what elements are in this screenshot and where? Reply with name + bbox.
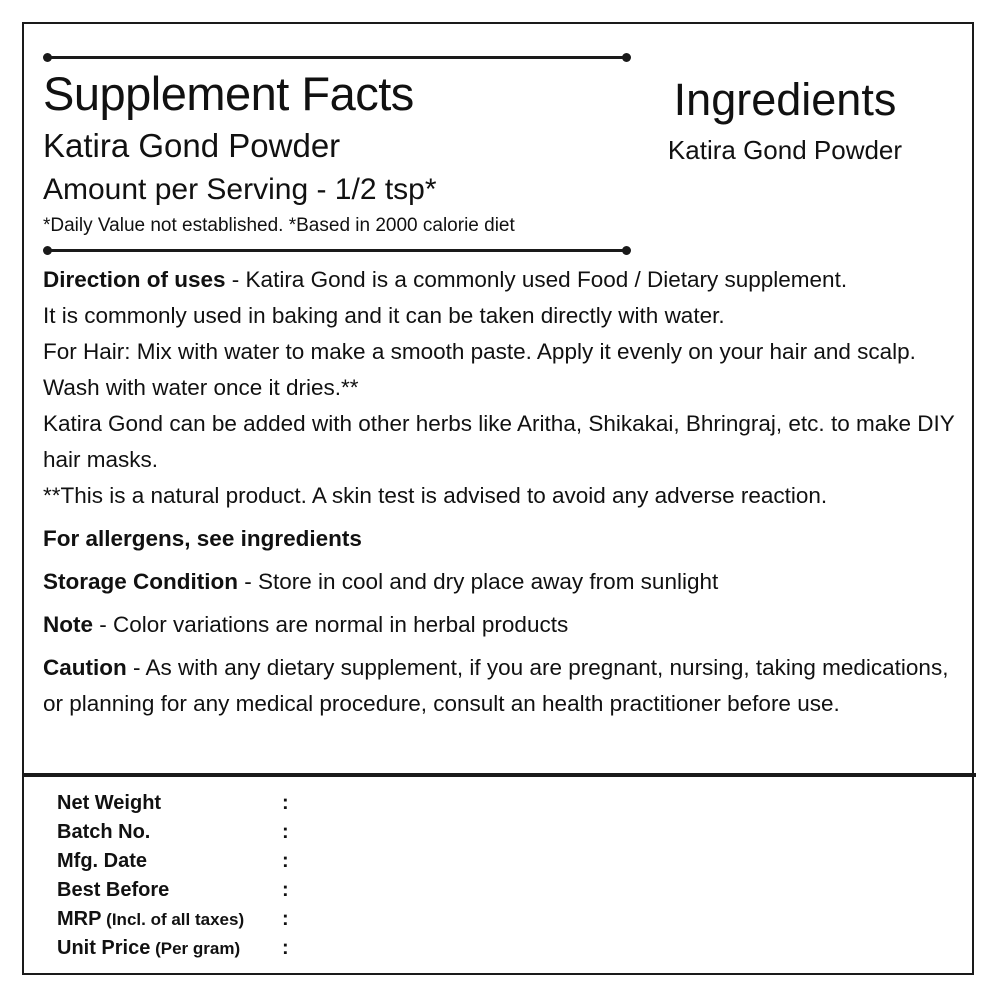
- mrp-label: [57, 905, 244, 934]
- ingredients-product: Katira Gond Powder: [667, 135, 903, 165]
- detail-colon: :: [282, 850, 289, 872]
- net-weight-label: Net Weight: [57, 792, 162, 814]
- directions-hair: For Hair: Mix with water to make a smooth paste. Apply it evenly on your hair and scalp. Wash with water once it dries.**: [43, 339, 916, 400]
- storage-line: [43, 564, 973, 600]
- mfg-date-label: Mfg. Date: [57, 850, 147, 872]
- product-details: [57, 789, 357, 963]
- daily-value-note: *Daily Value not established. *Based in 2000 calorie diet: [43, 215, 515, 236]
- directions-label: Direction of uses: [43, 267, 226, 292]
- directions-paragraph: [43, 262, 973, 298]
- best-before-label: Best Before: [57, 879, 170, 901]
- detail-colon: :: [282, 908, 289, 930]
- directions-baking: It is commonly used in baking and it can be taken directly with water.: [43, 303, 725, 328]
- detail-row: [57, 818, 357, 847]
- supplement-facts-title: Supplement Facts: [43, 67, 414, 120]
- detail-row: [57, 876, 357, 905]
- allergens-line: [43, 521, 973, 557]
- supplement-product-name: Katira Gond Powder: [43, 127, 341, 164]
- caution-paragraph: [43, 650, 973, 722]
- detail-row: [57, 789, 357, 818]
- storage-text: - Store in cool and dry place away from sunlight: [238, 569, 719, 594]
- unit-price-subtext: (Per gram): [150, 939, 241, 958]
- note-label: Note: [43, 612, 93, 637]
- directions-herbs: Katira Gond can be added with other herbs like Aritha, Shikakai, Bhringraj, etc. to make DIY hair masks.: [43, 411, 955, 472]
- mrp-text: MRP: [57, 908, 102, 930]
- directions-text: - Katira Gond is a commonly used Food / Dietary supplement.: [225, 267, 848, 292]
- caution-label: Caution: [43, 655, 127, 680]
- storage-label: Storage Condition: [43, 569, 238, 594]
- detail-row: [57, 847, 357, 876]
- detail-colon: :: [282, 937, 289, 959]
- detail-colon: :: [282, 821, 289, 843]
- detail-colon: :: [282, 792, 289, 814]
- detail-row: [57, 934, 357, 963]
- detail-colon: :: [282, 879, 289, 901]
- allergens-label: For allergens, see ingredients: [43, 526, 362, 551]
- mrp-subtext: (Incl. of all taxes): [101, 910, 245, 929]
- bottom-rule: [47, 249, 627, 252]
- note-line: [43, 607, 973, 643]
- ingredients-title: Ingredients: [673, 74, 897, 125]
- batch-no-label: Batch No.: [57, 821, 151, 843]
- unit-price-label: [57, 934, 240, 963]
- top-rule: [47, 56, 627, 59]
- caution-text: - As with any dietary supplement, if you are pregnant, nursing, taking medications, or planning for any medical procedure, consult an health practitioner before use.: [43, 655, 949, 716]
- label-body: [43, 262, 973, 722]
- section-divider: [22, 773, 976, 777]
- serving-amount: Amount per Serving - 1/2 tsp*: [43, 173, 437, 206]
- natural-product-note: **This is a natural product. A skin test is advised to avoid any adverse reaction.: [43, 483, 828, 508]
- detail-row: [57, 905, 357, 934]
- unit-price-text: Unit Price: [57, 937, 151, 959]
- note-text: - Color variations are normal in herbal products: [93, 612, 569, 637]
